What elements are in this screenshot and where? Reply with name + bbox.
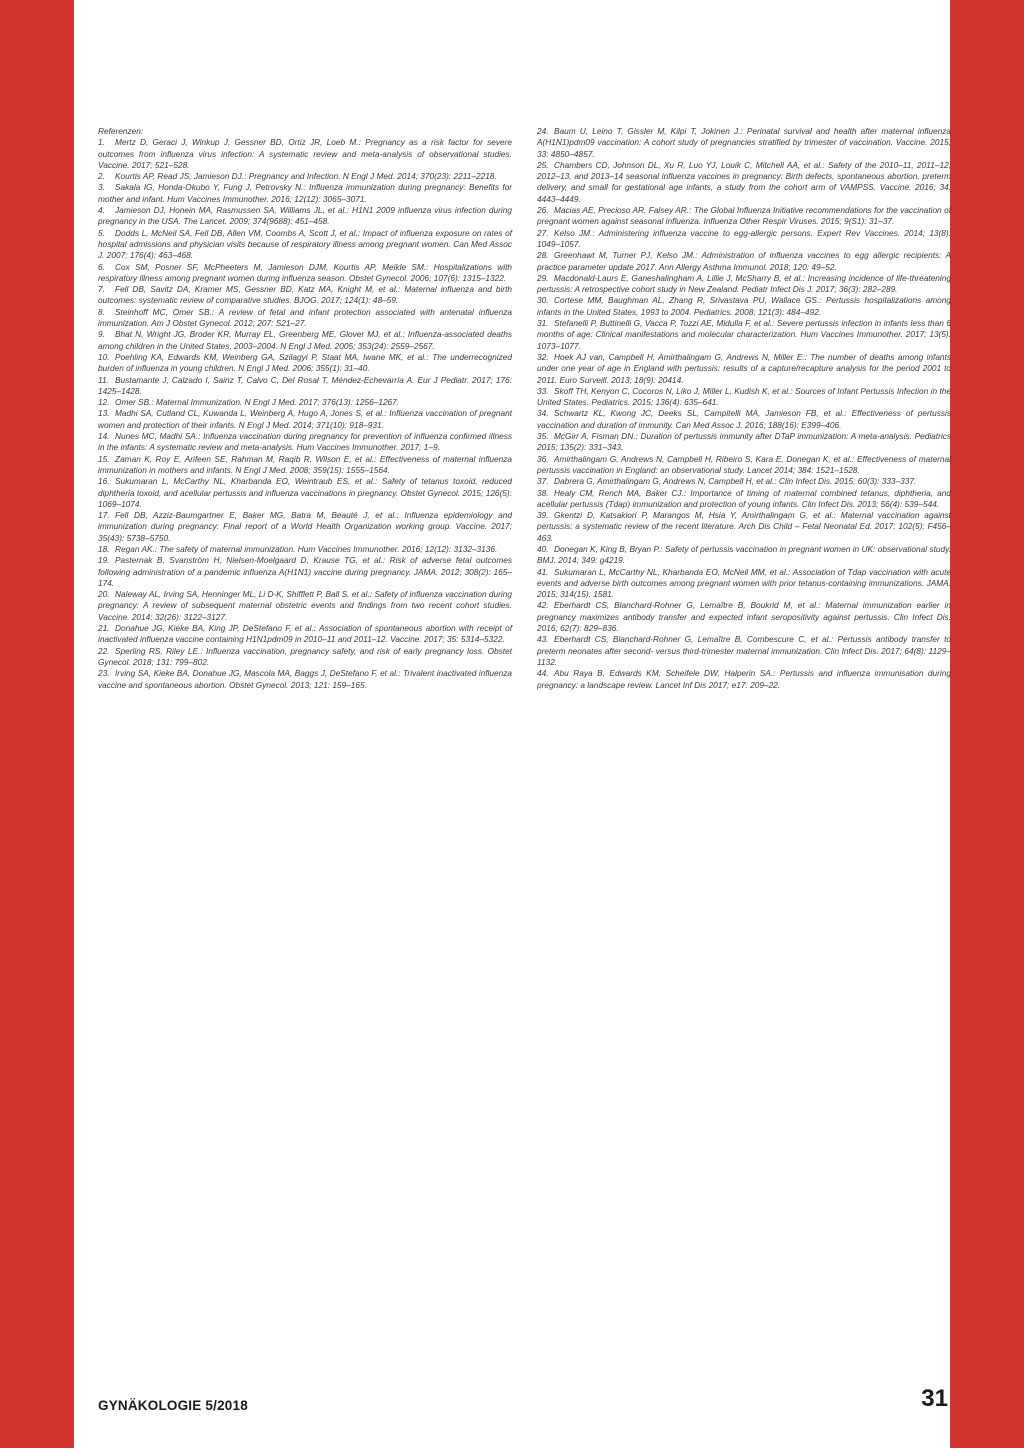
reference-number: 33. — [537, 385, 549, 396]
reference-text: Bhat N, Wright JG, Broder KR, Murray EL, Greenberg ME, Glover MJ, et al.: Influenza-associated deaths among children in the United States, 2003–2004. N Engl J Med. 2005; 353(24): 2559–2567. — [98, 329, 512, 351]
reference-text: Kourtis AP, Read JS, Jamieson DJ.: Pregnancy and Infection. N Engl J Med. 2014; 370(23): 2211–2218. — [115, 171, 497, 182]
reference-entry — [98, 623, 512, 646]
reference-text: Regan AK.: The safety of maternal immunization. Hum Vaccines Immunother. 2016; 12(12): 3132–3136. — [115, 543, 498, 554]
reference-entry — [537, 600, 951, 634]
reference-number: 3. — [98, 182, 105, 193]
page-number-text: 31 — [921, 1385, 948, 1412]
reference-entry — [537, 352, 951, 386]
reference-number: 18. — [98, 543, 110, 554]
reference-text: Healy CM, Rench MA, Baker CJ.: Importance of timing of maternal combined tetanus, diphtheria, and acellular pertussis (Tdap) immunization and protection of young infants. Clin Infect Dis. 2013; 56(4): 539–544. — [537, 487, 951, 509]
reference-entry — [98, 397, 512, 408]
journal-issue-label: GYNÄKOLOGIE 5/2018 — [98, 1398, 248, 1413]
reference-number: 35. — [537, 431, 549, 442]
reference-text: McGirr A, Fisman DN.: Duration of pertussis immunity after DTaP immunization: A meta-analysis. Pediatrics 2015; 135(2): 331–343. — [537, 431, 951, 453]
reference-text: Bustamante J, Calzado I, Sainz T, Calvo C, Del Rosal T, Méndez-Echevarría A. Eur J Pediatr. 2017; 176: 1425–1428. — [98, 374, 512, 396]
reference-entry — [98, 408, 512, 431]
reference-entry — [537, 126, 951, 160]
reference-number: 25. — [537, 159, 549, 170]
reference-number: 32. — [537, 351, 549, 362]
reference-entry — [98, 205, 512, 228]
reference-number: 15. — [98, 453, 110, 464]
reference-number: 43. — [537, 634, 549, 645]
reference-entry — [98, 228, 512, 262]
reference-text: Cox SM, Posner SF, McPheeters M, Jamieson DJM, Kourtis AP, Meikle SM.: Hospitalizations with respiratory illness among pregnant women during influenza season. Obstet Gynecol. 2006; 107(6): 1315–1322. — [98, 261, 512, 283]
reference-number: 42. — [537, 600, 549, 611]
reference-text: Macdonald-Laurs E, Ganeshalingham A, Lillie J, McSharry B, et al.: Increasing incidence of life-threatening pertussis: A retrospective cohort study in New Zealand. Pediatr Infect Dis J. 2017; 36(3): 282–289. — [537, 272, 951, 295]
reference-number: 28. — [537, 250, 549, 261]
reference-text: Donegan K, King B, Bryan P.: Safety of pertussis vaccination in pregnant women in UK: observational study. BMJ. 2014; 349: g4219. — [537, 543, 951, 566]
reference-entry — [537, 250, 951, 273]
reference-entry — [98, 137, 512, 171]
reference-text: Cortese MM, Baughman AL, Zhang R, Srivastava PU, Wallace GS.: Pertussis hospitalizations among infants in the United States, 1993 to 2004. Pediatrics. 2008; 121(3): 484–492. — [537, 295, 951, 317]
references-column-right — [537, 126, 951, 691]
reference-number: 31. — [537, 318, 549, 329]
reference-text: Kelso JM.: Administering influenza vaccine to egg-allergic persons. Expert Rev Vaccines. 2014; 13(8): 1049–1057. — [537, 227, 951, 249]
reference-number: 21. — [98, 623, 110, 634]
reference-number: 6. — [98, 261, 105, 272]
reference-text: Greenhawt M, Turner PJ, Kelso JM.: Administration of influenza vaccines to egg allergic recipients: A practice parameter update 2017. Ann Allergy Asthma Immunol. 2018; 120: 49–52. — [537, 250, 951, 272]
reference-list-right — [537, 126, 951, 691]
reference-entry — [537, 408, 951, 431]
reference-text: Sakala IG, Honda-Okubo Y, Fung J, Petrovsky N.: Influenza immunization during pregnancy: Benefits for mother and infant. Hum Vaccines Immunother. 2016; 12(12): 3065–3071. — [98, 182, 512, 204]
reference-text: Madhi SA, Cutland CL, Kuwanda L, Weinberg A, Hugo A, Jones S, et al.: Influenza vaccination of pregnant women and protection of their infants. N Engl J Med. 2014; 371(10): 918–931. — [98, 408, 512, 430]
reference-text: Sukumaran L, McCarthy NL, Kharbanda EO, McNeil MM, et al.: Association of Tdap vaccination with acute events and adverse birth outcomes among pregnant women with prior tetanus-containing immunizations. JAMA. 2015; 314(15): 1581. — [537, 566, 951, 600]
reference-entry — [537, 454, 951, 477]
reference-entry — [537, 510, 951, 544]
reference-number: 44. — [537, 668, 549, 679]
reference-number: 5. — [98, 227, 105, 238]
reference-number: 24. — [537, 126, 549, 136]
reference-text: Nunes MC, Madhi SA.: Influenza vaccination during pregnancy for prevention of influenza confirmed illness in the infants: A systematic review and meta-analysis. Hum Vaccines Immunother. 2017; 1–9. — [98, 431, 512, 453]
reference-text: Hoek AJ van, Campbell H, Amirthalingam G, Andrews N, Miller E.: The number of deaths among infants under one year of age in England with pertussis: results of a capture/recapture analysis for the period 2001 to 2011. Euro Surveill. 2013; 18(9): 20414. — [537, 351, 951, 385]
reference-entry — [98, 668, 512, 691]
reference-entry — [537, 431, 951, 454]
reference-text: Fell DB, Savitz DA, Kramer MS, Gessner BD, Katz MA, Knight M, et al.: Maternal influenza and birth outcomes: systematic review of comparative studies. BJOG. 2017; 124(1): 48–59. — [98, 284, 512, 306]
reference-number: 8. — [98, 306, 105, 317]
reference-entry — [537, 160, 951, 205]
reference-text: Jamieson DJ, Honein MA, Rasmussen SA, Williams JL, et al.: H1N1 2009 influenza virus infection during pregnancy in the USA. The Lancet. 2009; 374(9688): 451–458. — [98, 205, 512, 227]
reference-text: Steinhoff MC, Omer SB.: A review of fetal and infant protection associated with antenatal influenza immunization. Am J Obstet Gynecol. 2012; 207: S21–27. — [98, 306, 512, 329]
reference-entry — [537, 205, 951, 228]
reference-entry — [98, 555, 512, 589]
page-number — [890, 1385, 950, 1413]
reference-text: Baum U, Leino T, Gissler M, Kilpi T, Jokinen J.: Perinatal survival and health after maternal influenza A(H1N1)pdm09 vaccination: A cohort study of pregnancies stratified by trimester of vaccination. Vaccine. 2015; 33: 4850–4857. — [537, 126, 951, 159]
reference-number: 2. — [98, 171, 105, 182]
reference-entry — [98, 476, 512, 510]
reference-number: 4. — [98, 205, 105, 216]
reference-text: Mertz D, Geraci J, Winkup J, Gessner BD, Ortiz JR, Loeb M.: Pregnancy as a risk factor for severe outcomes from influenza virus infection: A systematic review and meta-analysis of observational studies. Vaccine. 2017; 521–528. — [98, 137, 512, 170]
reference-number: 30. — [537, 295, 549, 306]
right-red-band — [950, 0, 1024, 1448]
reference-number: 20. — [98, 589, 110, 600]
reference-text: Naleway AL, Irving SA, Henninger ML, Li D-K, Shifflett P, Ball S, et al.: Safety of influenza vaccination during pregnancy: A review of subsequent maternal obstetric events and findings from two recent cohort studies. Vaccine. 2014; 32(26): 3122–3127. — [98, 589, 512, 622]
reference-entry — [537, 668, 951, 691]
reference-text: Irving SA, Kieke BA, Donahue JG, Mascola MA, Baggs J, DeStefano F, et al.: Trivalent inactivated influenza vaccine and spontaneous abortion. Obstet Gynecol. 2013; 121: 159–165. — [98, 668, 512, 690]
reference-entry — [537, 634, 951, 668]
reference-entry — [98, 431, 512, 454]
reference-entry — [98, 262, 512, 285]
reference-number: 12. — [98, 397, 110, 408]
reference-entry — [537, 318, 951, 352]
reference-text: Abu Raya B, Edwards KM, Scheifele DW, Halperin SA.: Pertussis and influenza immunisation during pregnancy: a landscape review. Lancet Inf Dis 2017; e17: 209–22. — [537, 668, 951, 690]
reference-entry — [537, 476, 951, 487]
reference-number: 27. — [537, 227, 549, 238]
reference-number: 1. — [98, 137, 105, 148]
reference-entry — [98, 510, 512, 544]
reference-number: 7. — [98, 284, 105, 295]
reference-number: 11. — [98, 374, 109, 385]
reference-text: Fell DB, Azziz-Baumgartner E, Baker MG, Batra M, Beauté J, et al.: Influenza epidemiology and immunization during pregnancy: Final report of a World Health Organization working group. Vaccine. 2017; 35(43): 5738–5750. — [98, 510, 512, 543]
reference-number: 17. — [98, 510, 110, 521]
reference-entry — [98, 544, 512, 555]
reference-list-left — [98, 137, 512, 691]
reference-entry — [98, 352, 512, 375]
reference-text: Macias AE, Precioso AR, Falsey AR.: The Global Influenza Initiative recommendations for the vaccination of pregnant women against seasonal influenza. Influenza Other Respir Viruses. 2015; 9(S1): 31–37. — [537, 205, 951, 227]
reference-text: Sukumaran L, McCarthy NL, Kharbanda EO, Weintraub ES, et al.: Safety of tetanus toxoid, reduced diphtheria toxoid, and acellular pertussis and influenza vaccinations in pregnancy. Obstet Gynecol. 2015; 126(5): 1069–1074. — [98, 476, 512, 509]
reference-text: Poehling KA, Edwards KM, Weinberg GA, Szilagyi P, Staat MA, Iwane MK, et al.: The underrecognized burden of influenza in young children. N Engl J Med. 2006; 355(1): 31–40. — [98, 351, 512, 374]
reference-number: 36. — [537, 453, 549, 464]
reference-entry — [98, 284, 512, 307]
references-heading: Referenzen: — [98, 126, 144, 136]
reference-entry — [537, 228, 951, 251]
reference-text: Pasternak B, Svanström H, Nielsen-Moelgaard D, Krause TG, et al.: Risk of adverse fetal outcomes following administration of a pandemic influenza A(H1N1) vaccine during pregnancy. JAMA. 2012; 308(2): 165–174. — [98, 555, 512, 588]
reference-number: 41. — [537, 566, 549, 577]
reference-number: 26. — [537, 205, 549, 216]
reference-text: Omer SB.: Maternal Immunization. N Engl J Med. 2017; 376(13): 1256–1267. — [115, 397, 400, 408]
references-column-left — [98, 126, 512, 691]
reference-entry — [537, 386, 951, 409]
reference-entry — [98, 329, 512, 352]
reference-entry — [98, 171, 512, 182]
reference-text: Chambers CD, Johnson DL, Xu R, Luo YJ, Louik C, Mitchell AA, et al.: Safety of the 2010–11, 2011–12, 2012–13, and 2013–14 seasonal influenza vaccines in pregnancy: Birth defects, spontaneous abortion, preterm delivery, and small for gestational age infants, a study from the cohort arm of VAMPSS. Vaccine. 2016; 34: 4443–4449. — [537, 159, 951, 204]
reference-number: 29. — [537, 272, 549, 283]
reference-text: Dodds L, McNeil SA, Fell DB, Allen VM, Coombs A, Scott J, et al.: Impact of influenza exposure on rates of hospital admissions and physician visits because of respiratory illness among pregnant women. Can Med Assoc J. 2007; 176(4): 463–468. — [98, 227, 512, 261]
reference-number: 13. — [98, 408, 110, 419]
reference-entry — [537, 567, 951, 601]
reference-number: 19. — [98, 555, 110, 566]
reference-text: Zaman K, Roy E, Arifeen SE, Rahman M, Raqib R, Wilson E, et al.: Effectiveness of maternal influenza immunization in mothers and infants. N Engl J Med. 2008; 359(15): 1555–1564. — [98, 453, 512, 475]
reference-text: Schwartz KL, Kwong JC, Deeks SL, Campitelli MA, Jamieson FB, et al.: Effectiveness of pertussis vaccination and duration of immunity. Can Med Assoc J. 2016; 188(16): E399–406. — [537, 408, 951, 430]
reference-number: 40. — [537, 543, 549, 554]
reference-number: 39. — [537, 510, 549, 521]
reference-number: 16. — [98, 476, 110, 487]
reference-number: 37. — [537, 476, 549, 487]
reference-number: 38. — [537, 487, 549, 498]
reference-entry — [537, 544, 951, 567]
reference-text: Gkentzi D, Katsakiori P, Marangos M, Hsia Y, Amirthalingam G, et al.: Maternal vaccination against pertussis: a systematic review of the recent literature. Arch Dis Child – Fetal Neonatal Ed. 2017; 102(5): F456–463. — [537, 510, 951, 543]
reference-entry — [98, 646, 512, 669]
reference-text: Skoff TH, Kenyon C, Cocoros N, Liko J, Miller L, Kudish K, et al.: Sources of Infant Pertussis Infection in the United States. Pediatrics. 2015; 136(4): 635–641. — [537, 385, 951, 408]
reference-text: Eberhardt CS, Blanchard-Rohner G, Lemaître B, Combescure C, et al.: Pertussis antibody transfer to preterm neonates after second- versus third-trimester maternal immunization. Clin Infect Dis. 2017; 64(8): 1129–1132. — [537, 634, 951, 667]
left-red-band — [0, 0, 74, 1448]
reference-entry — [537, 295, 951, 318]
reference-number: 23. — [98, 668, 110, 679]
reference-entry — [537, 273, 951, 296]
reference-number: 9. — [98, 329, 105, 340]
reference-entry — [98, 307, 512, 330]
reference-text: Sperling RS, Riley LE.: Influenza vaccination, pregnancy safety, and risk of early pregnancy loss. Obstet Gynecol. 2018; 131: 799–802. — [98, 645, 512, 667]
reference-text: Amirthalingam G, Andrews N, Campbell H, Ribeiro S, Kara E, Donegan K, et al.: Effectiveness of maternal pertussis vaccination in England: an observational study. Lancet 2014; 384: 1521–1528. — [537, 453, 951, 475]
reference-text: Donahue JG, Kieke BA, King JP, DeStefano F, et al.: Association of spontaneous abortion with receipt of inactivated influenza vaccine containing H1N1pdm09 in 2010–11 and 2011–12. Vaccine. 2017; 35: 5314–5322. — [98, 623, 512, 645]
reference-entry — [98, 454, 512, 477]
reference-number: 22. — [98, 645, 110, 656]
reference-number: 10. — [98, 351, 110, 362]
reference-text: Stefanelli P, Buttinelli G, Vacca P, Tozzi AE, Midulla F, et al.: Severe pertussis infection in infants less than 6 months of age: Clinical manifestations and molecular characterization. Hum Vaccines Immunother. 2017; 13(5): 1073–1077. — [537, 318, 951, 351]
reference-entry — [537, 488, 951, 511]
reference-entry — [98, 589, 512, 623]
reference-number: 34. — [537, 408, 549, 419]
reference-entry — [98, 375, 512, 398]
reference-entry — [98, 182, 512, 205]
reference-number: 14. — [98, 431, 110, 442]
reference-text: Eberhardt CS, Blanchard-Rohner G, Lemaître B, Boukrid M, et al.: Maternal immunization earlier in pregnancy maximizes antibody transfer and expected infant seropositivity against pertussis. Clin Infect Dis. 2016; 62(7): 829–836. — [537, 600, 951, 634]
reference-text: Dabrera G, Amirthalingam G, Andrews N, Campbell H, et al.: Clin Infect Dis. 2015; 60(3): 333–337. — [554, 476, 917, 487]
